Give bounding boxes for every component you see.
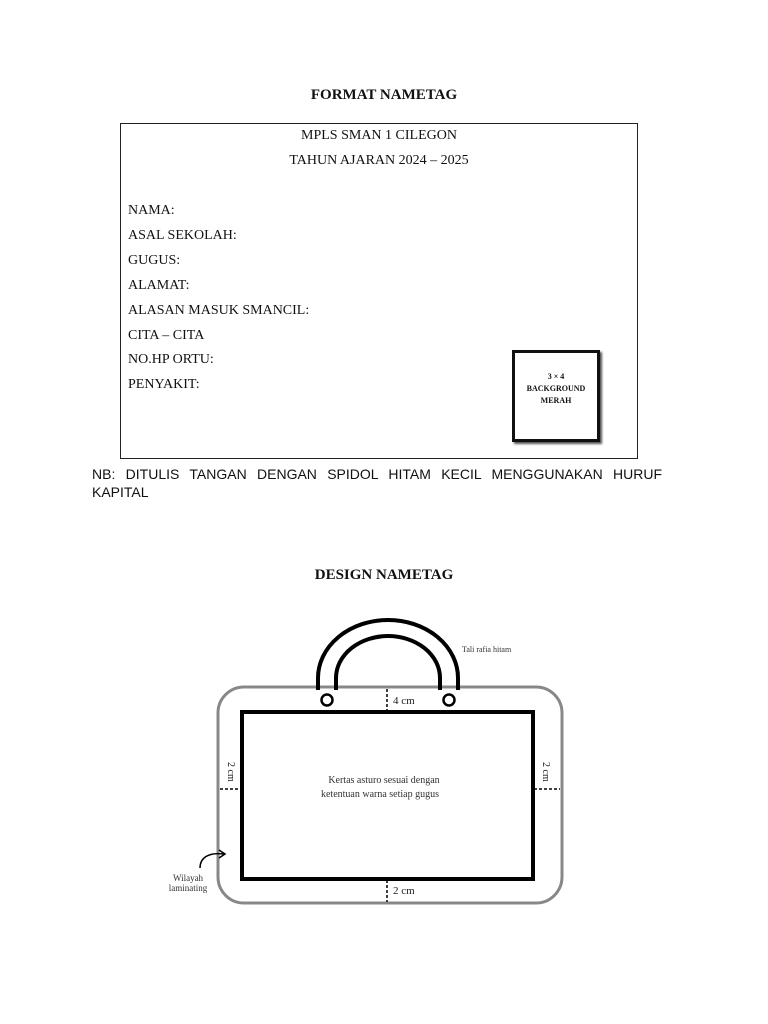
design-title: DESIGN NAMETAG <box>314 567 454 583</box>
paper-text-line1: Kertas asturo sesuai dengan <box>328 775 440 786</box>
field-no-hp-ortu: NO.HP ORTU: <box>128 352 214 367</box>
field-nama: NAMA: <box>128 203 175 218</box>
laminating-label-line2: laminating <box>168 883 208 893</box>
laminating-arrow-icon <box>200 854 224 868</box>
nametag-design-diagram <box>0 600 768 930</box>
field-penyakit: PENYAKIT: <box>128 377 200 392</box>
photo-background: BACKGROUND <box>526 384 586 393</box>
top-gap-label: 4 cm <box>393 695 415 707</box>
field-alasan: ALASAN MASUK SMANCIL: <box>128 303 310 318</box>
hole-left-icon <box>322 695 333 706</box>
field-gugus: GUGUS: <box>128 253 181 268</box>
photo-size: 3 × 4 <box>547 372 565 381</box>
paper-text-line2: ketentuan warna setiap gugus <box>320 789 440 800</box>
field-alamat: ALAMAT: <box>128 278 190 293</box>
bottom-gap-label: 2 cm <box>393 885 415 897</box>
right-gap-label: 2 cm <box>540 762 551 782</box>
school-header: MPLS SMAN 1 CILEGON <box>301 128 457 143</box>
rope-outer <box>318 620 458 690</box>
field-asal-sekolah: ASAL SEKOLAH: <box>128 228 237 243</box>
hole-right-icon <box>444 695 455 706</box>
rope-inner <box>336 636 440 690</box>
format-title: FORMAT NAMETAG <box>310 87 458 103</box>
photo-placeholder <box>512 350 600 442</box>
handwriting-note: NB: DITULIS TANGAN DENGAN SPIDOL HITAM KECIL MENGGUNAKAN HURUF KAPITAL <box>92 466 662 500</box>
field-cita-cita: CITA – CITA <box>128 328 205 343</box>
photo-color: MERAH <box>540 396 572 405</box>
academic-year: TAHUN AJARAN 2024 – 2025 <box>289 153 469 168</box>
left-gap-label: 2 cm <box>225 762 236 782</box>
nametag-format-box <box>120 123 638 459</box>
laminating-label-line1: Wilayah <box>172 873 204 883</box>
rope-label: Tali rafia hitam <box>462 645 512 654</box>
